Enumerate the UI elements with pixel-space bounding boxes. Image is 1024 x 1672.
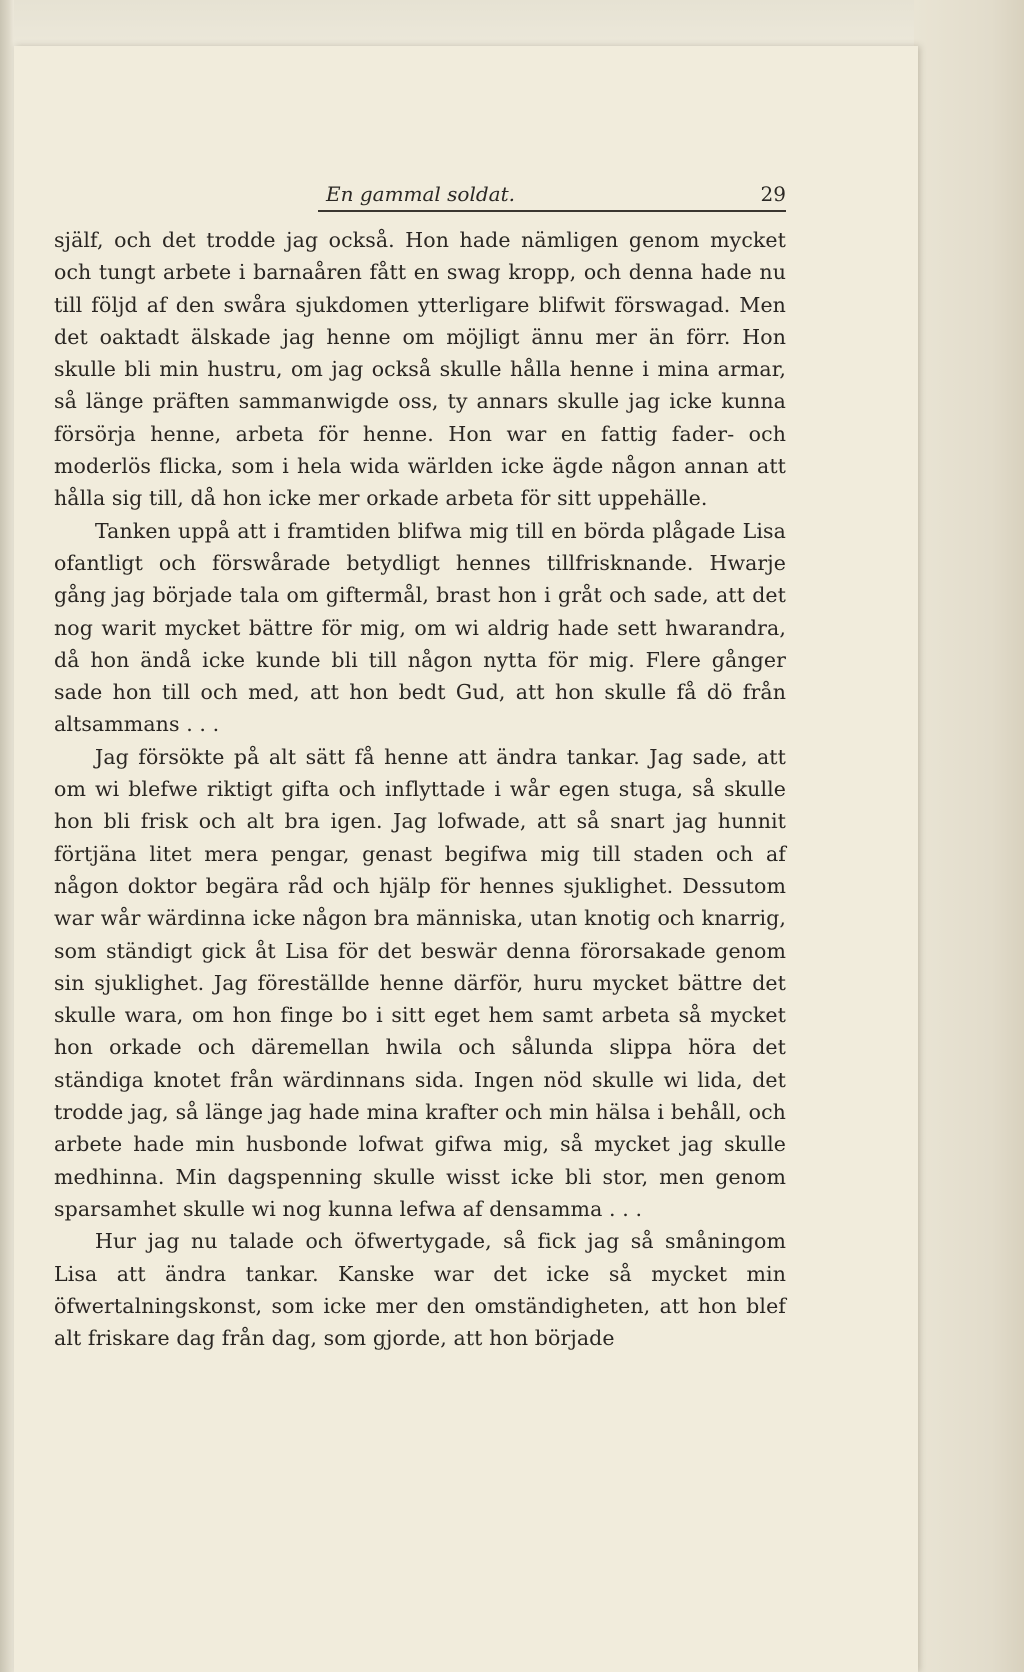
paragraph: själf, och det trodde jag också. Hon hade nämligen genom mycket och tungt arbete i barnaåren fått en swag kropp, och denna hade nu till följd af den swåra sjukdomen ytterligare blifwit förswagad. Men det oaktadt älskade jag henne om möjligt ännu mer än förr. Hon skulle bli min hustru, om jag också skulle hålla henne i mina armar, så länge präften sammanwigde oss, ty annars skulle jag icke kunna försörja henne, arbeta för henne. Hon war en fattig fader- och moderlös flicka, som i hela wida wärlden icke ägde någon annan att hålla sig till, då hon icke mer orkade arbeta för sitt uppehälle.	[54, 228, 786, 511]
paragraph: Tanken uppå att i framtiden blifwa mig till en börda plågade Lisa ofantligt och förswårade betydligt hennes tillfrisknande. Hwarje gång jag började tala om giftermål, brast hon i gråt och sade, att det nog warit mycket bättre för mig, om wi aldrig hade sett hwarandra, då hon ändå icke kunde bli till någon nytta för mig. Flere gånger sade hon till och med, att hon bedt Gud, att hon skulle få dö från altsammans . . .	[54, 518, 786, 737]
body-text	[54, 224, 786, 1354]
paragraph: Hur jag nu talade och öfwertygade, så fick jag så småningom Lisa att ändra tankar. Kanske war det icke så mycket min öfwertalningskonst, som icke mer den omständigheten, att hon blef alt friskare dag från dag, som gjorde, att hon började	[54, 1229, 786, 1351]
scan-left-edge	[0, 0, 14, 1672]
scan-top-edge	[0, 0, 1024, 48]
running-title: En gammal soldat.	[326, 182, 515, 206]
page-header	[318, 180, 786, 212]
page-number: 29	[760, 182, 786, 206]
paragraph: Jag försökte på alt sätt få henne att ändra tankar. Jag sade, att om wi blefwe riktigt gifta och inflyttade i wår egen stuga, så skulle hon bli frisk och alt bra igen. Jag lofwade, att så snart jag hunnit förtjäna litet mera pengar, genast begifwa mig till staden och af någon doktor begära råd och hjälp för hennes sjuklighet. Dessutom war wår wärdinna icke någon bra människa, utan knotig och knarrig, som ständigt gick åt Lisa för det beswär denna förorsakade genom sin sjuklighet. Jag föreställde henne därför, huru mycket bättre det skulle wara, om hon finge bo i sitt eget hem samt arbeta så mycket hon orkade och däremellan hwila och sålunda slippa höra det ständiga knotet från wärdinnans sida. Ingen nöd skulle wi lida, det trodde jag, så länge jag hade mina krafter och min hälsa i behåll, och arbete hade min husbonde lofwat gifwa mig, så mycket jag skulle medhinna. Min dagspenning skulle wisst icke bli stor, men genom sparsamhet skulle wi nog kunna lefwa af densamma . . .	[54, 744, 786, 1221]
scan-right-edge	[914, 0, 1024, 1672]
